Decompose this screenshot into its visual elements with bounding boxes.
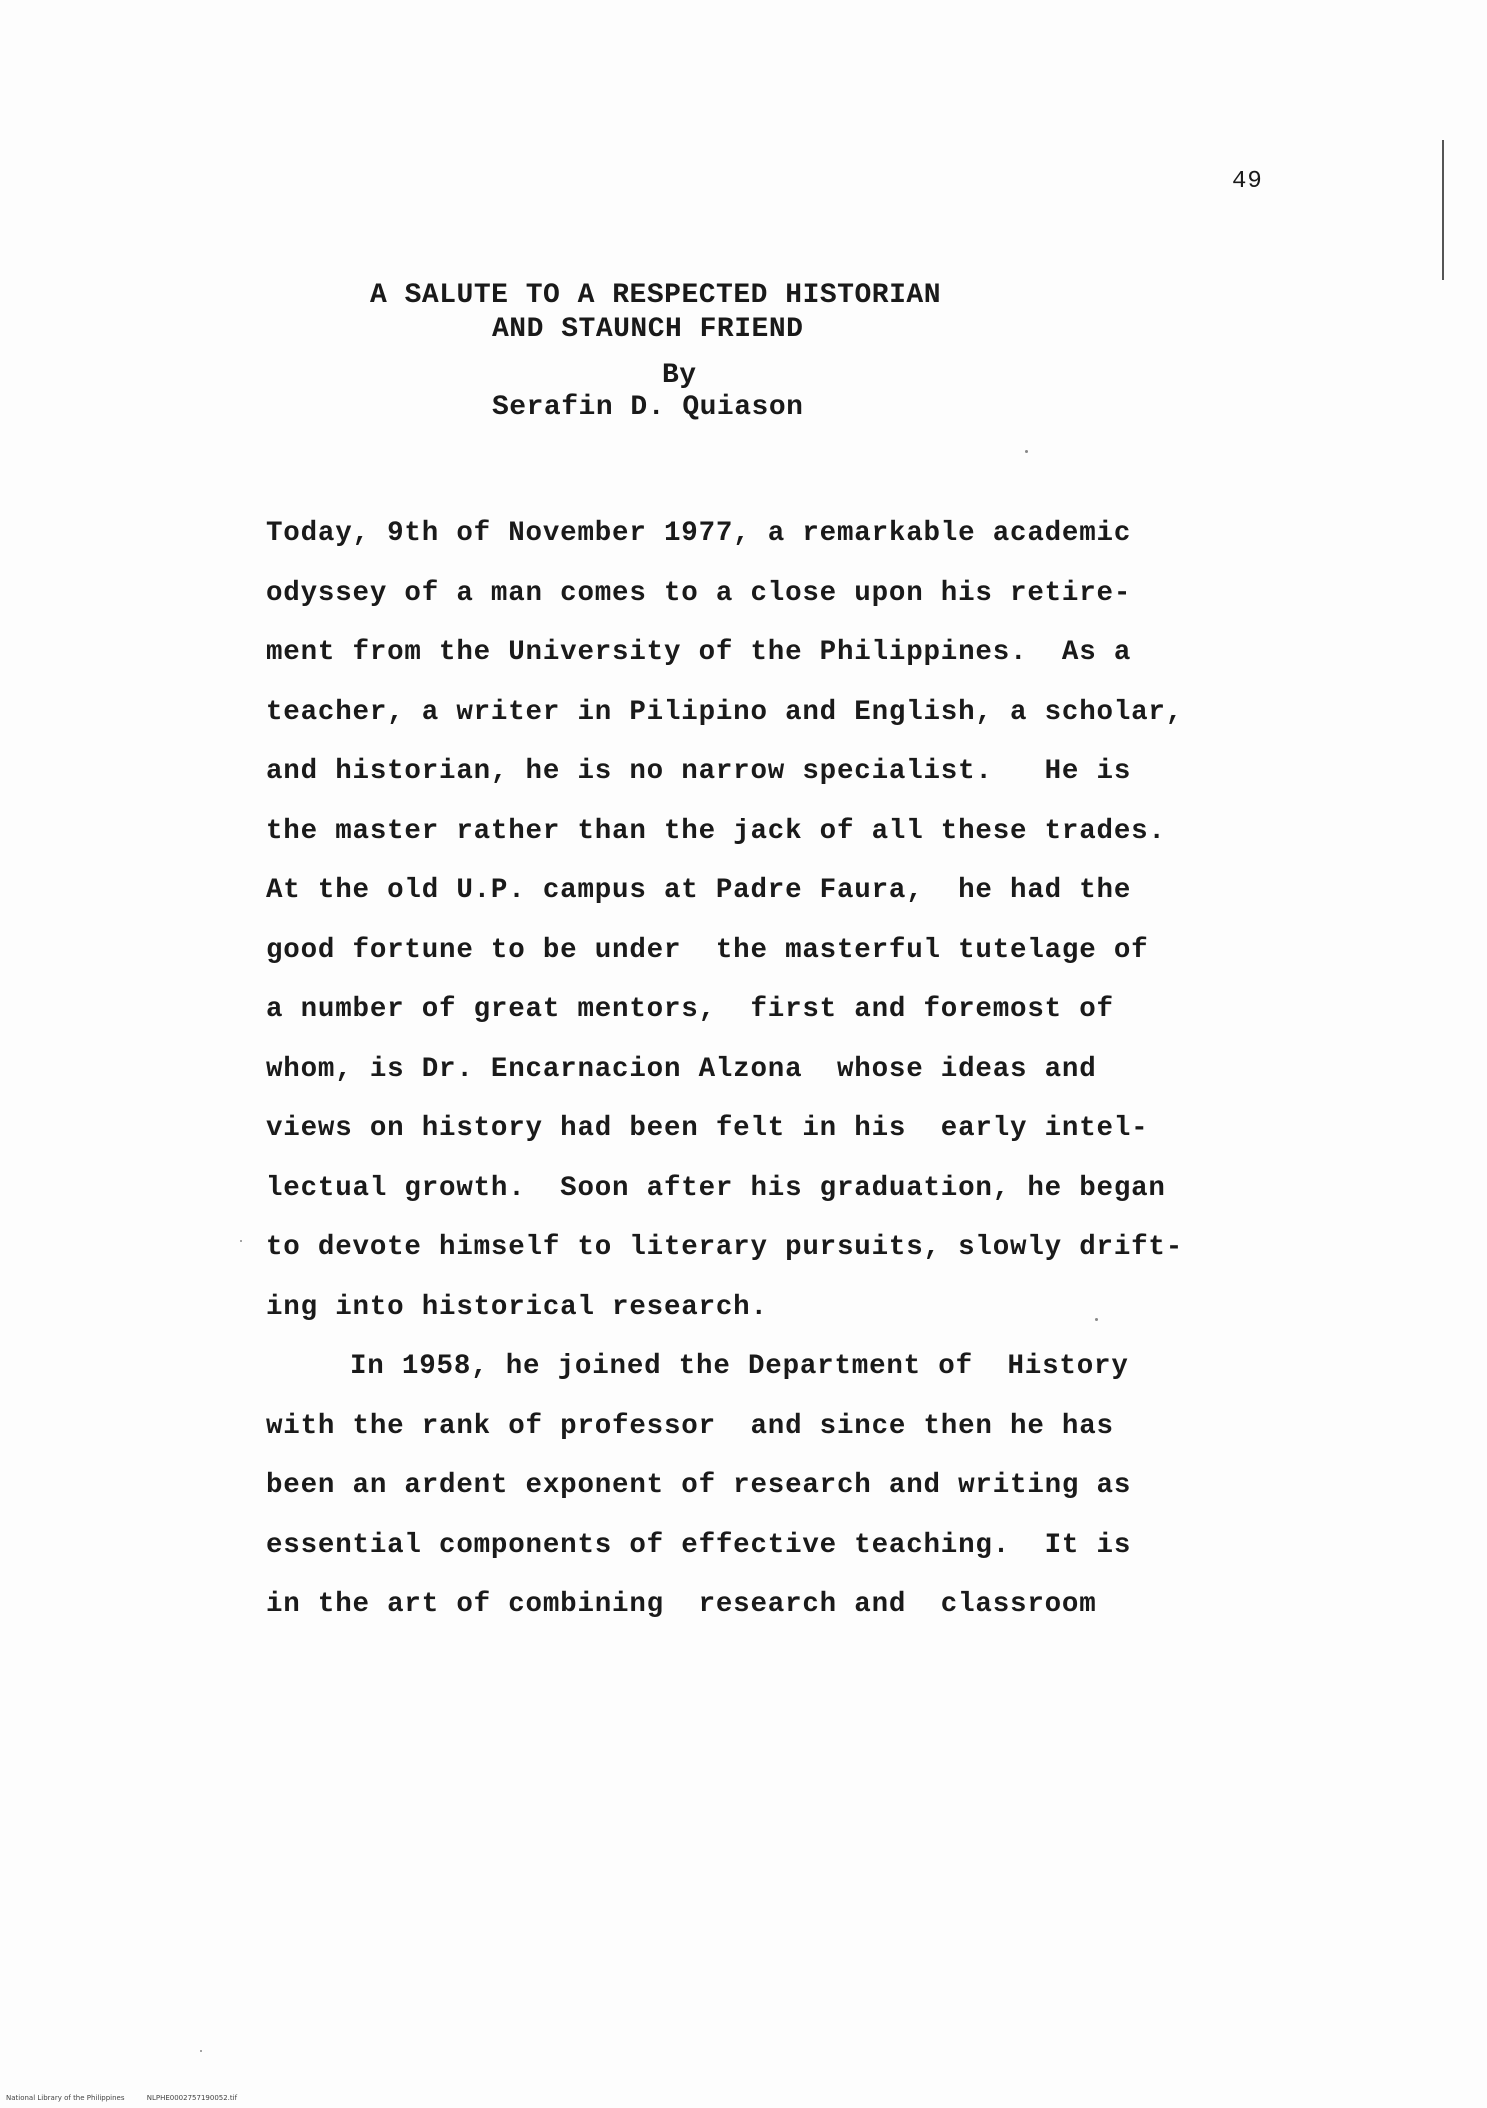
body-line: essential components of effective teaching. It is <box>266 1529 1132 1561</box>
body-line: lectual growth. Soon after his graduation, he began <box>266 1172 1166 1204</box>
scan-speck <box>240 1240 242 1242</box>
body-line: to devote himself to literary pursuits, slowly drift- <box>266 1232 1184 1263</box>
author-name: Serafin D. Quiason <box>492 392 804 423</box>
scan-footer <box>6 2094 257 2102</box>
body-line: a number of great mentors, first and foremost of <box>266 994 1114 1025</box>
body-line: Today, 9th of November 1977, a remarkable academic <box>266 518 1132 549</box>
body-line: teacher, a writer in Pilipino and English, a scholar, <box>266 696 1184 728</box>
scan-speck <box>1025 450 1028 453</box>
body-line: in the art of combining research and classroom <box>266 1589 1097 1620</box>
body-line: whom, is Dr. Encarnacion Alzona whose ideas and <box>266 1053 1097 1085</box>
footer-library: National Library of the Philippines <box>6 2094 125 2102</box>
footer-file-id: NLPHE0002757190052.tif <box>146 2094 238 2102</box>
body-text <box>266 504 1286 1635</box>
body-line: odyssey of a man comes to a close upon his retire- <box>266 577 1132 609</box>
body-line: been an ardent exponent of research and writing as <box>266 1470 1132 1501</box>
body-line: with the rank of professor and since then he has <box>266 1410 1114 1442</box>
title-line-1: A SALUTE TO A RESPECTED HISTORIAN <box>370 280 941 311</box>
scan-speck <box>1095 1318 1098 1321</box>
body-line: ment from the University of the Philippines. As a <box>266 637 1132 668</box>
body-line: At the old U.P. campus at Padre Faura, he had the <box>266 875 1132 906</box>
body-line: the master rather than the jack of all these trades. <box>266 815 1166 847</box>
body-line: views on history had been felt in his early intel- <box>266 1113 1149 1144</box>
body-line: good fortune to be under the masterful tutelage of <box>266 934 1149 966</box>
body-line: ing into historical research. <box>266 1291 768 1323</box>
scan-edge-mark <box>1442 140 1444 280</box>
body-line: and historian, he is no narrow specialist. He is <box>266 756 1132 787</box>
scan-speck <box>200 2050 202 2052</box>
byline: By <box>662 360 697 391</box>
title-line-2: AND STAUNCH FRIEND <box>492 314 804 345</box>
page-number: 49 <box>1232 168 1263 195</box>
body-line: In 1958, he joined the Department of History <box>350 1351 1129 1382</box>
